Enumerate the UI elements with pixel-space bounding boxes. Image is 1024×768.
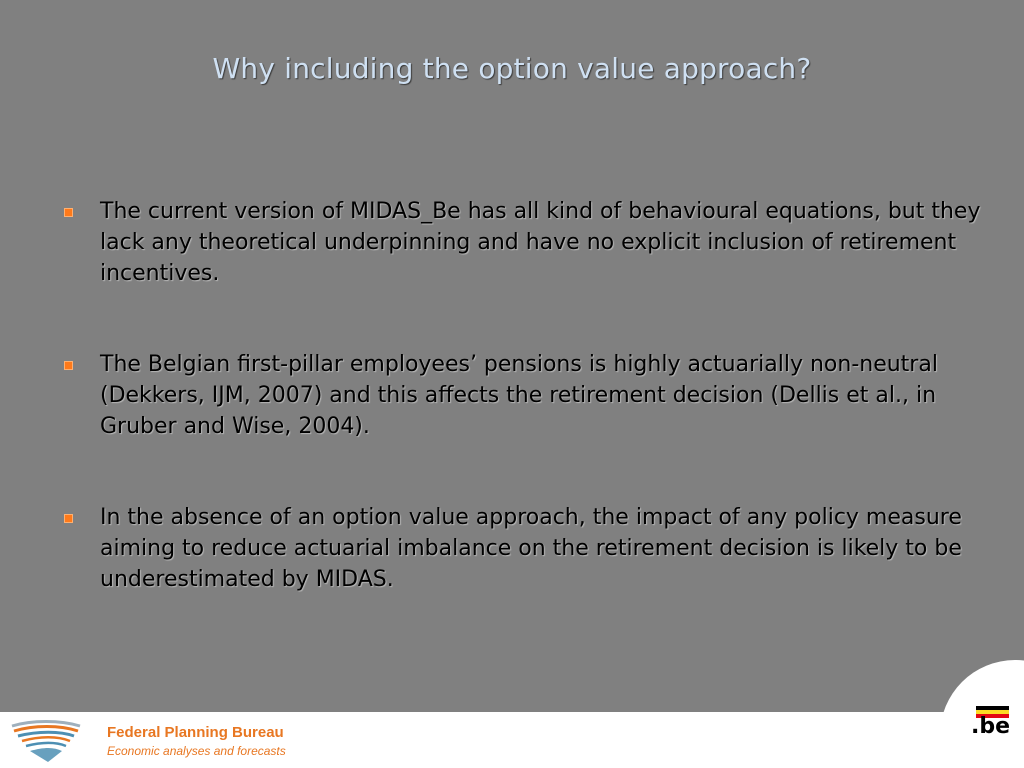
slide-title: Why including the option value approach? — [212, 52, 812, 85]
org-tagline: Economic analyses and forecasts — [107, 744, 286, 758]
be-logo-text: .be — [971, 714, 1011, 736]
bullet-text: The current version of MIDAS_Be has all kind of behavioural equations, but they lack any theoretical underpinning and have no explicit inclusion of retirement incentives. — [100, 199, 981, 286]
fpb-swoosh-icon — [10, 718, 84, 764]
be-logo-icon — [968, 700, 1016, 736]
square-bullet-icon — [64, 361, 73, 370]
org-name: Federal Planning Bureau — [107, 724, 284, 741]
bullet-list — [62, 196, 982, 595]
square-bullet-icon — [64, 208, 73, 217]
bullet-text: In the absence of an option value approach, the impact of any policy measure aiming to reduce actuarial imbalance on the retirement decision is likely to be underestimated by MIDAS. — [100, 505, 962, 592]
bullet-item — [62, 349, 982, 442]
bullet-text: The Belgian first-pillar employees’ pensions is highly actuarially non-neutral (Dekkers, IJM, 2007) and this affects the retirement decision (Dellis et al., in Gruber and Wise, 2004). — [100, 352, 938, 439]
bullet-item — [62, 502, 982, 595]
square-bullet-icon — [64, 514, 73, 523]
bullet-item — [62, 196, 982, 289]
